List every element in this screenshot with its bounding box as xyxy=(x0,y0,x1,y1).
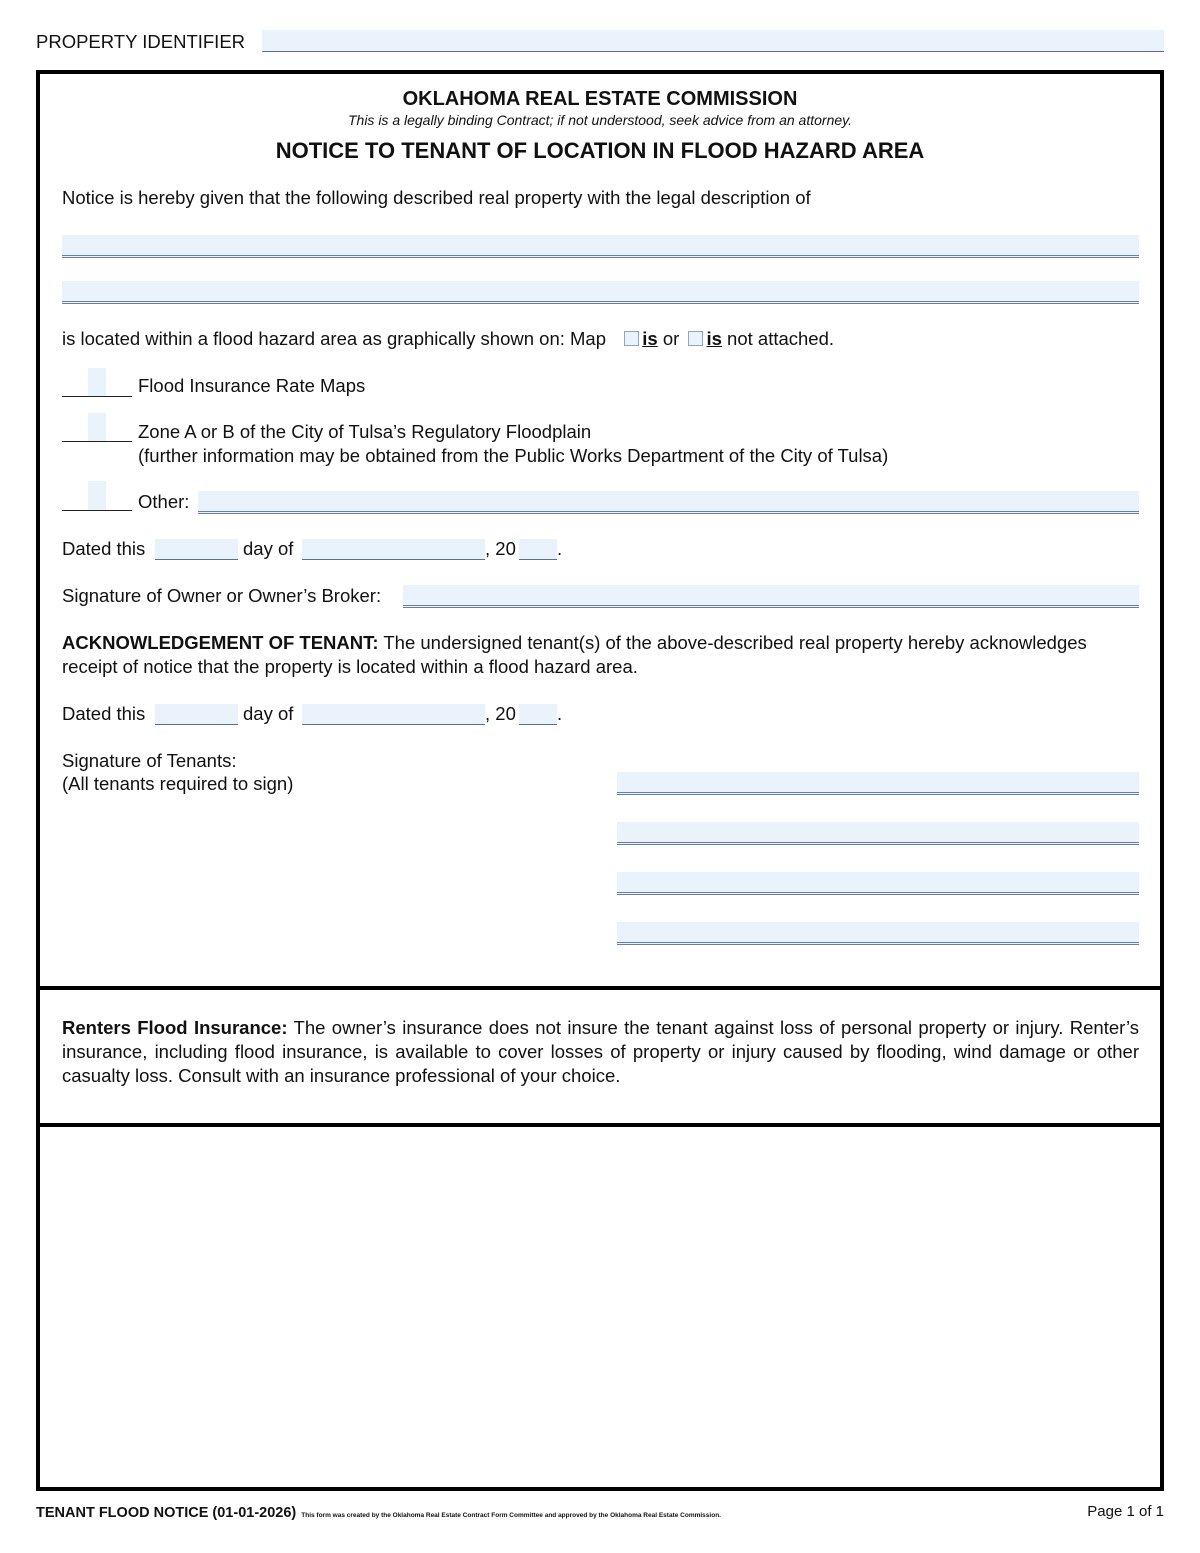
acknowledgement-heading: ACKNOWLEDGEMENT OF TENANT: xyxy=(62,632,379,653)
acknowledgement-line-1 xyxy=(62,632,1087,654)
map-line xyxy=(62,328,834,350)
owner-date-period: . xyxy=(557,538,563,559)
tenant-day-input[interactable] xyxy=(155,704,238,725)
legal-description-line-2[interactable] xyxy=(62,281,1139,304)
is-label-2: is xyxy=(706,328,722,349)
insurance-line-3: damage or other casualty loss. Consult with an insurance professional of your choice. xyxy=(62,1041,1139,1086)
footer-form-note: This form was created by the Oklahoma Real Estate Contract Form Committee and approved by the Oklahoma Real Estate Commission. xyxy=(301,1512,721,1519)
other-description-input[interactable] xyxy=(198,491,1139,514)
map-not-attached-checkbox[interactable] xyxy=(688,331,703,346)
zone-option-blank xyxy=(62,441,132,442)
owner-signature-input[interactable] xyxy=(403,585,1139,608)
firm-option-label: Flood Insurance Rate Maps xyxy=(138,375,366,396)
legal-description-line-1[interactable] xyxy=(62,235,1139,258)
commission-heading: OKLAHOMA REAL ESTATE COMMISSION xyxy=(402,88,798,110)
acknowledgement-text-2: receipt of notice that the property is located within a flood hazard area. xyxy=(62,656,638,677)
zone-option-label: Zone A or B of the City of Tulsa’s Regulatory Floodplain xyxy=(138,421,592,442)
insurance-heading: Renters Flood Insurance: xyxy=(62,1017,288,1038)
owner-year-input[interactable] xyxy=(519,539,557,560)
property-identifier-input[interactable] xyxy=(262,30,1164,52)
tenant-signature-input-3[interactable] xyxy=(617,872,1139,895)
blank-box xyxy=(36,1123,1164,1491)
firm-option-blank xyxy=(62,396,132,397)
owner-year-prefix: , 20 xyxy=(485,538,516,559)
owner-day-input[interactable] xyxy=(155,539,238,560)
owner-day-of: day of xyxy=(243,538,294,559)
page-title: NOTICE TO TENANT OF LOCATION IN FLOOD HAZARD AREA xyxy=(275,138,925,163)
owner-dated-this: Dated this xyxy=(62,538,146,559)
binding-note: This is a legally binding Contract; if not understood, seek advice from an attorney. xyxy=(347,112,852,128)
not-attached-label: not attached. xyxy=(727,328,835,349)
acknowledgement-text-1: The undersigned tenant(s) of the above-described real property hereby acknowledges xyxy=(378,632,1087,653)
other-option-input[interactable] xyxy=(88,481,106,510)
insurance-line-2: Renter’s insurance, including flood insurance, is available to cover losses of property or injury caused by flooding, wind xyxy=(62,1017,1140,1062)
zone-option-input[interactable] xyxy=(88,413,106,441)
or-label: or xyxy=(662,328,680,349)
other-option-blank xyxy=(62,510,132,511)
tenant-signature-input-2[interactable] xyxy=(617,822,1139,845)
tenant-year-input[interactable] xyxy=(519,704,557,725)
footer-form-name xyxy=(36,1504,721,1525)
tenant-signature-note: (All tenants required to sign) xyxy=(62,773,294,794)
firm-option-input[interactable] xyxy=(88,368,106,396)
insurance-paragraph xyxy=(62,1016,1139,1088)
tenant-date-period: . xyxy=(557,703,563,724)
other-option-label: Other: xyxy=(138,491,190,512)
map-line-prefix: is located within a flood hazard area as graphically shown on: Map xyxy=(62,328,607,349)
insurance-line-1: The owner’s insurance does not insure the tenant against loss of personal property or injury. xyxy=(287,1017,1064,1038)
map-attached-checkbox[interactable] xyxy=(624,331,639,346)
intro-text: Notice is hereby given that the following described real property with the legal description of xyxy=(62,187,811,208)
tenant-dated-this: Dated this xyxy=(62,703,146,724)
tenant-day-of: day of xyxy=(243,703,294,724)
tenant-signature-input-1[interactable] xyxy=(617,772,1139,795)
property-identifier-label: PROPERTY IDENTIFIER xyxy=(36,31,246,52)
footer-page-number: Page 1 of 1 xyxy=(1087,1503,1164,1520)
is-label-1: is xyxy=(642,328,658,349)
tenant-year-prefix: , 20 xyxy=(485,703,516,724)
owner-month-input[interactable] xyxy=(302,539,485,560)
tenant-signature-input-4[interactable] xyxy=(617,922,1139,945)
owner-signature-label: Signature of Owner or Owner’s Broker: xyxy=(62,585,382,606)
tenant-signature-label: Signature of Tenants: xyxy=(62,750,237,771)
tenant-month-input[interactable] xyxy=(302,704,485,725)
footer-form-name-text: TENANT FLOOD NOTICE (01-01-2026) xyxy=(36,1505,297,1521)
zone-option-note: (further information may be obtained from the Public Works Department of the City of Tulsa) xyxy=(138,445,889,466)
